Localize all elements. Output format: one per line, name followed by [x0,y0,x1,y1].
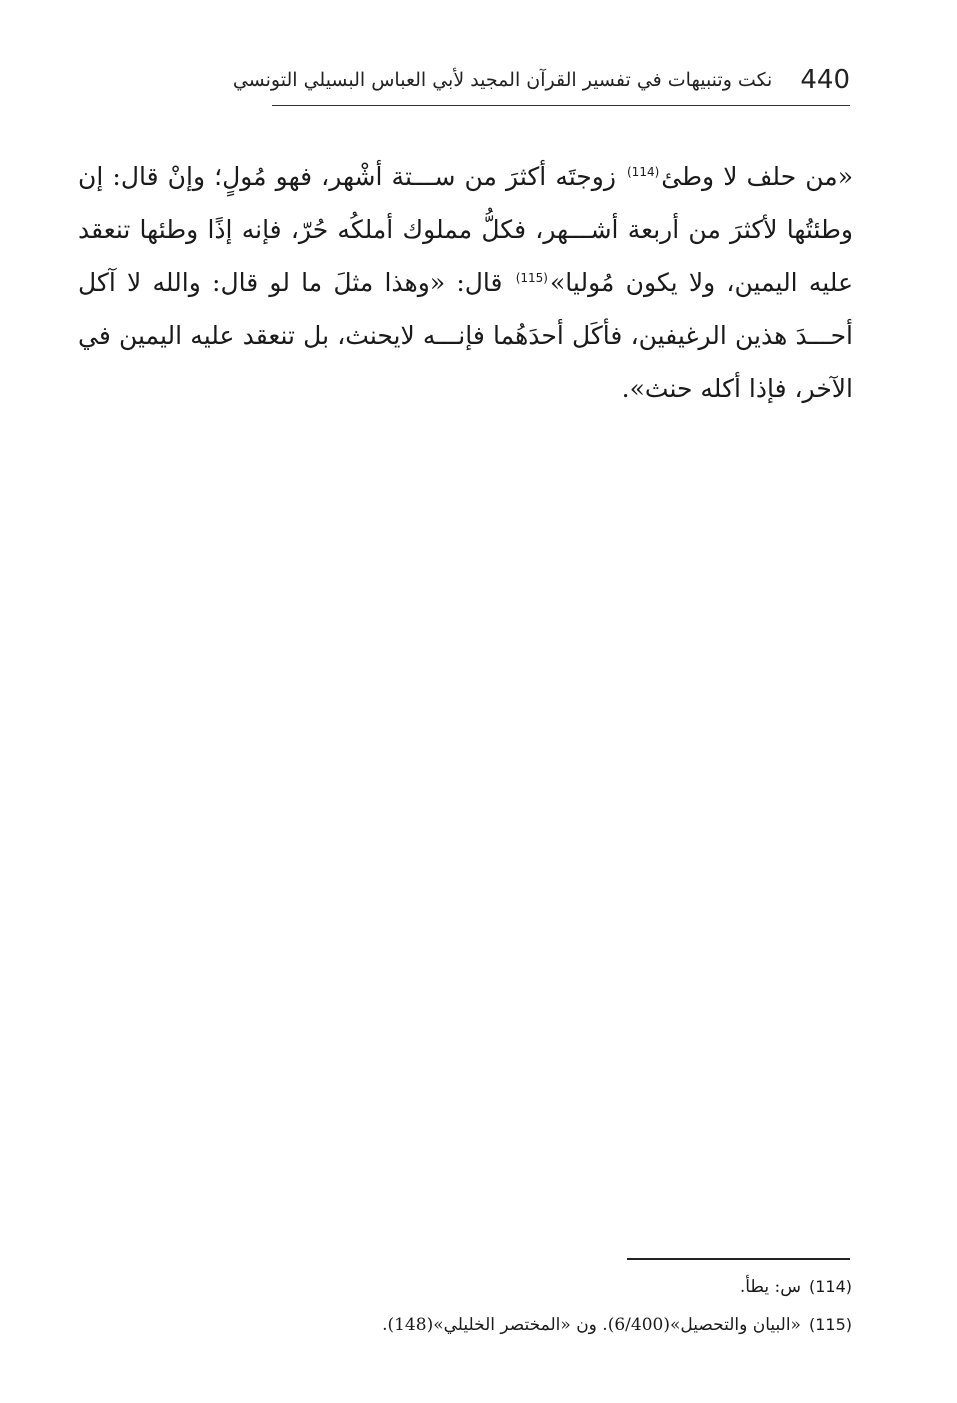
footnote-text: «البيان والتحصيل»(6/400). ون «المختصر الخليلي»(148). [382,1315,801,1335]
footnote-text: س: يطأ. [739,1277,801,1297]
footnote-number: (114) [808,1277,852,1296]
body-segment-3: قال: «وهذا مثلَ ما لو قال: والله لا آكل أحـــدَ هذين الرغيفين، فأكَل أحدَهُما فإنـــه لايحنث، بل تنعقد عليه اليمين في الآخر، فإذا أكله حنث». [78,268,853,403]
page-number: 440 [800,65,850,95]
footnote-ref-115[interactable]: (115) [515,270,548,285]
footnote-115 [200,1306,852,1344]
body-segment-2: زوجتَه أكثرَ من ســـتة أشْهر، فهو مُولٍ؛ وإنْ قال: إن وطئتُها لأكثرَ من أربعة أشـــهر، فكلُّ مملوك أملكُه حُرّ، فإنه إذًا وطئها تنعقد عليه اليمين، ولا يكون مُوليا» [78,162,853,297]
footnote-number: (115) [808,1315,852,1334]
body-paragraph [78,150,853,415]
footnote-114 [200,1268,852,1306]
running-header [232,58,850,102]
footnote-separator [627,1258,850,1260]
footnotes [200,1268,852,1344]
footnote-ref-114[interactable]: (114) [627,164,660,179]
header-title: نكت وتنبيهات في تفسير القرآن المجيد لأبي العباس البسيلي التونسي [232,69,773,91]
body-segment-1: «من حلف لا وطئ [661,162,853,191]
header-rule [272,105,850,106]
